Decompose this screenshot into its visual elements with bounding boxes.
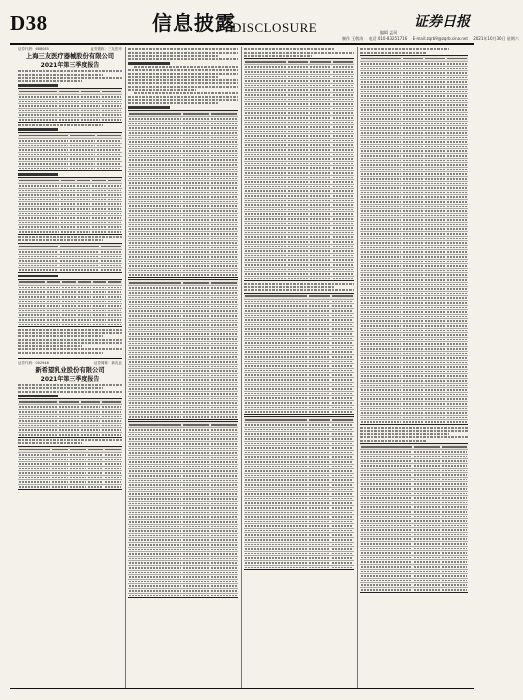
data-table <box>244 293 354 415</box>
text-line <box>18 74 103 76</box>
text-line <box>128 76 218 78</box>
text-line <box>128 58 238 60</box>
text-line <box>18 384 122 386</box>
text-line <box>18 236 122 238</box>
text-line <box>128 82 238 84</box>
text-line <box>128 79 238 81</box>
text-line <box>244 286 334 288</box>
text-line <box>18 332 122 334</box>
section-heading <box>18 395 58 397</box>
data-table <box>360 55 468 425</box>
text-line <box>360 436 468 438</box>
text-line <box>128 52 238 54</box>
text-line <box>18 442 82 444</box>
data-table <box>18 88 122 123</box>
data-table <box>360 443 468 592</box>
text-line <box>18 387 103 389</box>
meta-producer: 制作 王敬涛 <box>342 36 364 41</box>
newspaper-logo: 证券日报 <box>414 14 470 30</box>
announcement-code-row <box>18 361 122 365</box>
column-3 <box>244 47 354 688</box>
text-line <box>244 52 354 54</box>
data-table <box>128 279 238 419</box>
section-title-en: DISCLOSURE <box>232 20 318 35</box>
masthead <box>0 0 519 46</box>
text-line <box>134 92 238 94</box>
column-divider <box>125 47 126 688</box>
text-line <box>18 339 122 341</box>
data-table <box>18 132 122 171</box>
page-number: D38 <box>10 11 48 35</box>
text-line <box>244 48 334 50</box>
announcement-company: 上海三友医疗器械股份有限公司 <box>25 53 115 60</box>
text-line <box>128 69 238 71</box>
section-heading <box>128 106 170 108</box>
data-table <box>18 177 122 235</box>
data-table <box>18 398 122 437</box>
section-heading <box>18 173 58 175</box>
column-divider <box>241 47 242 688</box>
meta-line <box>342 36 523 41</box>
meta-date: 2021年10月30日 星期六 <box>473 36 519 41</box>
text-line <box>128 73 238 75</box>
section-heading <box>18 84 58 86</box>
meta-email: E-mail:zqrb9@zqrb.sina.net <box>412 36 468 41</box>
text-line <box>128 89 196 91</box>
text-line <box>128 48 238 50</box>
stock-short-name: 证券简称：新乳业 <box>94 360 122 365</box>
data-table <box>128 110 238 278</box>
text-line <box>244 283 354 285</box>
text-line <box>360 52 427 54</box>
text-line <box>244 55 312 57</box>
text-line <box>18 439 122 441</box>
data-table <box>244 58 354 281</box>
text-line <box>18 124 103 126</box>
stock-code: 证券代码：002946 <box>18 360 49 365</box>
text-line <box>360 430 468 432</box>
text-line <box>18 70 122 72</box>
announcement-code-row <box>18 47 122 51</box>
header-rule <box>10 43 474 45</box>
section-title: 信息披露 <box>152 11 236 35</box>
meta-phone: 电话 010-83251716 <box>368 36 408 41</box>
data-table <box>128 421 238 598</box>
column-2 <box>128 47 238 688</box>
text-line <box>18 348 122 350</box>
text-line <box>18 391 122 393</box>
text-line <box>360 440 427 442</box>
text-line <box>128 86 238 88</box>
stock-short-name: 证券简称：三友医疗 <box>90 47 122 51</box>
text-line <box>244 289 354 291</box>
text-line <box>360 433 449 435</box>
text-line <box>134 66 238 68</box>
text-line <box>128 99 238 101</box>
section-heading <box>128 62 170 64</box>
data-table <box>18 446 122 490</box>
text-line <box>360 48 449 50</box>
data-table <box>244 416 354 570</box>
footer-rule <box>10 688 474 689</box>
data-table <box>18 279 122 327</box>
column-1 <box>18 47 122 688</box>
section-heading <box>18 128 58 130</box>
text-line <box>128 55 218 57</box>
text-line <box>18 77 122 79</box>
text-line <box>128 102 218 104</box>
text-line <box>18 80 82 82</box>
column-divider <box>357 47 358 688</box>
announcement-report: 2021年第三季度报告 <box>40 375 100 383</box>
text-line <box>18 329 122 331</box>
section-heading <box>18 275 58 277</box>
announcement-report: 2021年第三季度报告 <box>40 62 100 69</box>
announcement-2 <box>18 358 122 490</box>
text-line <box>18 239 103 241</box>
text-line <box>128 96 238 98</box>
announcement-company: 新希望乳业股份有限公司 <box>35 366 105 374</box>
text-line <box>18 345 82 347</box>
text-line <box>18 335 103 337</box>
text-line <box>18 342 122 344</box>
data-table <box>18 243 122 273</box>
editor-credit: 编辑 孟珂 <box>380 30 398 35</box>
stock-code: 证券代码：688085 <box>18 47 49 51</box>
text-line <box>18 352 103 354</box>
text-line <box>360 427 468 429</box>
column-4 <box>360 47 468 688</box>
